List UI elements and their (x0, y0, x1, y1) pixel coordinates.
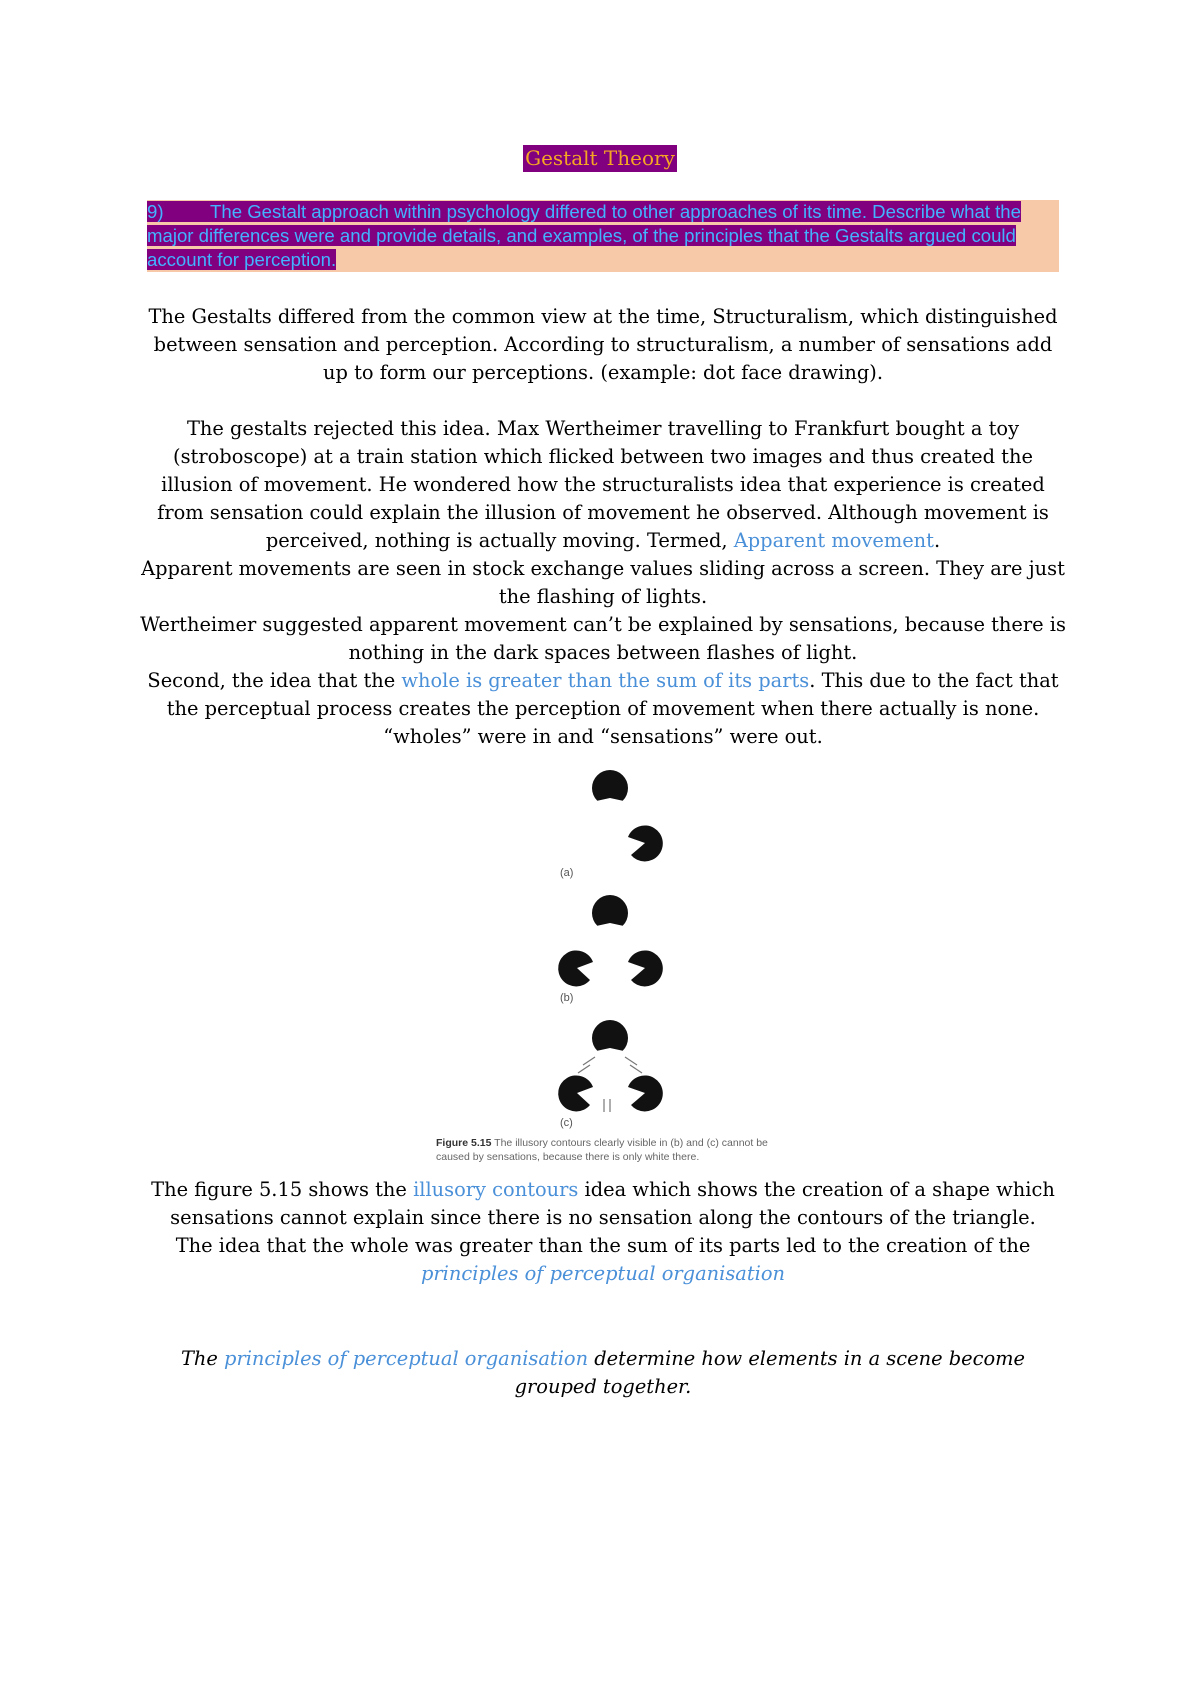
paragraph-4-end: determine how elements in a scene become grouped together. (514, 1347, 1026, 1398)
paragraph-3b: The idea that the whole was greater than the sum of its parts led to the creation of the (175, 1234, 1031, 1257)
pacman-b-left (558, 950, 593, 986)
paragraph-4 (140, 1345, 1066, 1401)
term-illusory-contours: illusory contours (413, 1178, 579, 1201)
term-whole-greater: whole is greater than the sum of its parts (401, 669, 810, 692)
paragraph-principles-definition (140, 1345, 1066, 1401)
pacman-b-top (592, 895, 628, 926)
paragraph-2d (140, 667, 1066, 751)
paragraph-2c: Wertheimer suggested apparent movement can’t be explained by sensations, because there is nothing in the dark spaces between flashes of light. (140, 613, 1066, 664)
question-number: 9) (147, 201, 164, 222)
question-highlight (147, 201, 1021, 270)
paragraph-2a-end: . (933, 529, 941, 552)
paragraph-2d-text: Second, the idea that the (147, 669, 402, 692)
pacman-a-right (628, 825, 663, 861)
pacman-b-right (628, 950, 663, 986)
pacman-a-top (592, 770, 628, 801)
paragraph-illusory-contours (140, 1176, 1066, 1288)
term-apparent-movement: Apparent movement (733, 529, 934, 552)
figure-caption-number: Figure 5.15 (436, 1137, 492, 1149)
paragraph-2a (140, 415, 1066, 555)
term-principles-perceptual-organisation: principles of perceptual organisation (420, 1262, 786, 1285)
paragraph-2b: Apparent movements are seen in stock exchange values sliding across a screen. They are just the flashing of lights. (141, 557, 1065, 608)
pacman-c-top (592, 1020, 628, 1051)
figure-label-a: (a) (560, 867, 574, 879)
pacman-c-right (628, 1075, 663, 1111)
question-text: The Gestalt approach within psychology differed to other approaches of its time. Describe what the major differences were and provide details, and examples, of the principles that the Gestalts argued could account for perception. (147, 201, 1021, 270)
paragraph-4-start: The (180, 1347, 225, 1370)
paragraph-2a-text: The gestalts rejected this idea. Max Wertheimer travelling to Frankfurt bought a toy (stroboscope) at a train station which flicked between two images and thus created the illusion of movement. He wondered how the structuralists idea that experience is created from sensation could explain the illusion of movement he observed. Although movement is perceived, nothing is actually moving. Termed, (157, 417, 1049, 552)
paragraph-3a-text: The figure 5.15 shows the (151, 1178, 414, 1201)
title-row (0, 145, 1200, 172)
figure-caption (436, 1136, 796, 1164)
figure-illusory-contours (545, 760, 805, 1180)
paragraph-3a-end: idea which shows the creation of a shape which sensations cannot explain since there is no sensation along the contours of the triangle. (170, 1178, 1055, 1229)
figure-caption-text: The illusory contours clearly visible in (b) and (c) cannot be caused by sensations, because there is only white there. (436, 1137, 768, 1163)
pacman-c-left (558, 1075, 593, 1111)
term-principles-perceptual-organisation-2: principles of perceptual organisation (224, 1347, 589, 1370)
paragraph-1-text: The Gestalts differed from the common view at the time, Structuralism, which distinguished between sensation and perception. According to structuralism, a number of sensations add up to form our perceptions. (example: dot face drawing). (148, 305, 1058, 384)
question-box (147, 200, 1059, 272)
figure-label-b: (b) (560, 992, 574, 1004)
page-title: Gestalt Theory (525, 146, 675, 170)
paragraph-2d-end: . This due to the fact that the perceptual process creates the perception of movement when there actually is none. “wholes” were in and “sensations” were out. (166, 669, 1059, 748)
paragraph-wertheimer (140, 415, 1066, 751)
paragraph-3a (140, 1176, 1066, 1232)
question-text-block (147, 200, 1059, 272)
figure-label-c: (c) (560, 1117, 573, 1129)
paragraph-structuralism (140, 303, 1066, 387)
